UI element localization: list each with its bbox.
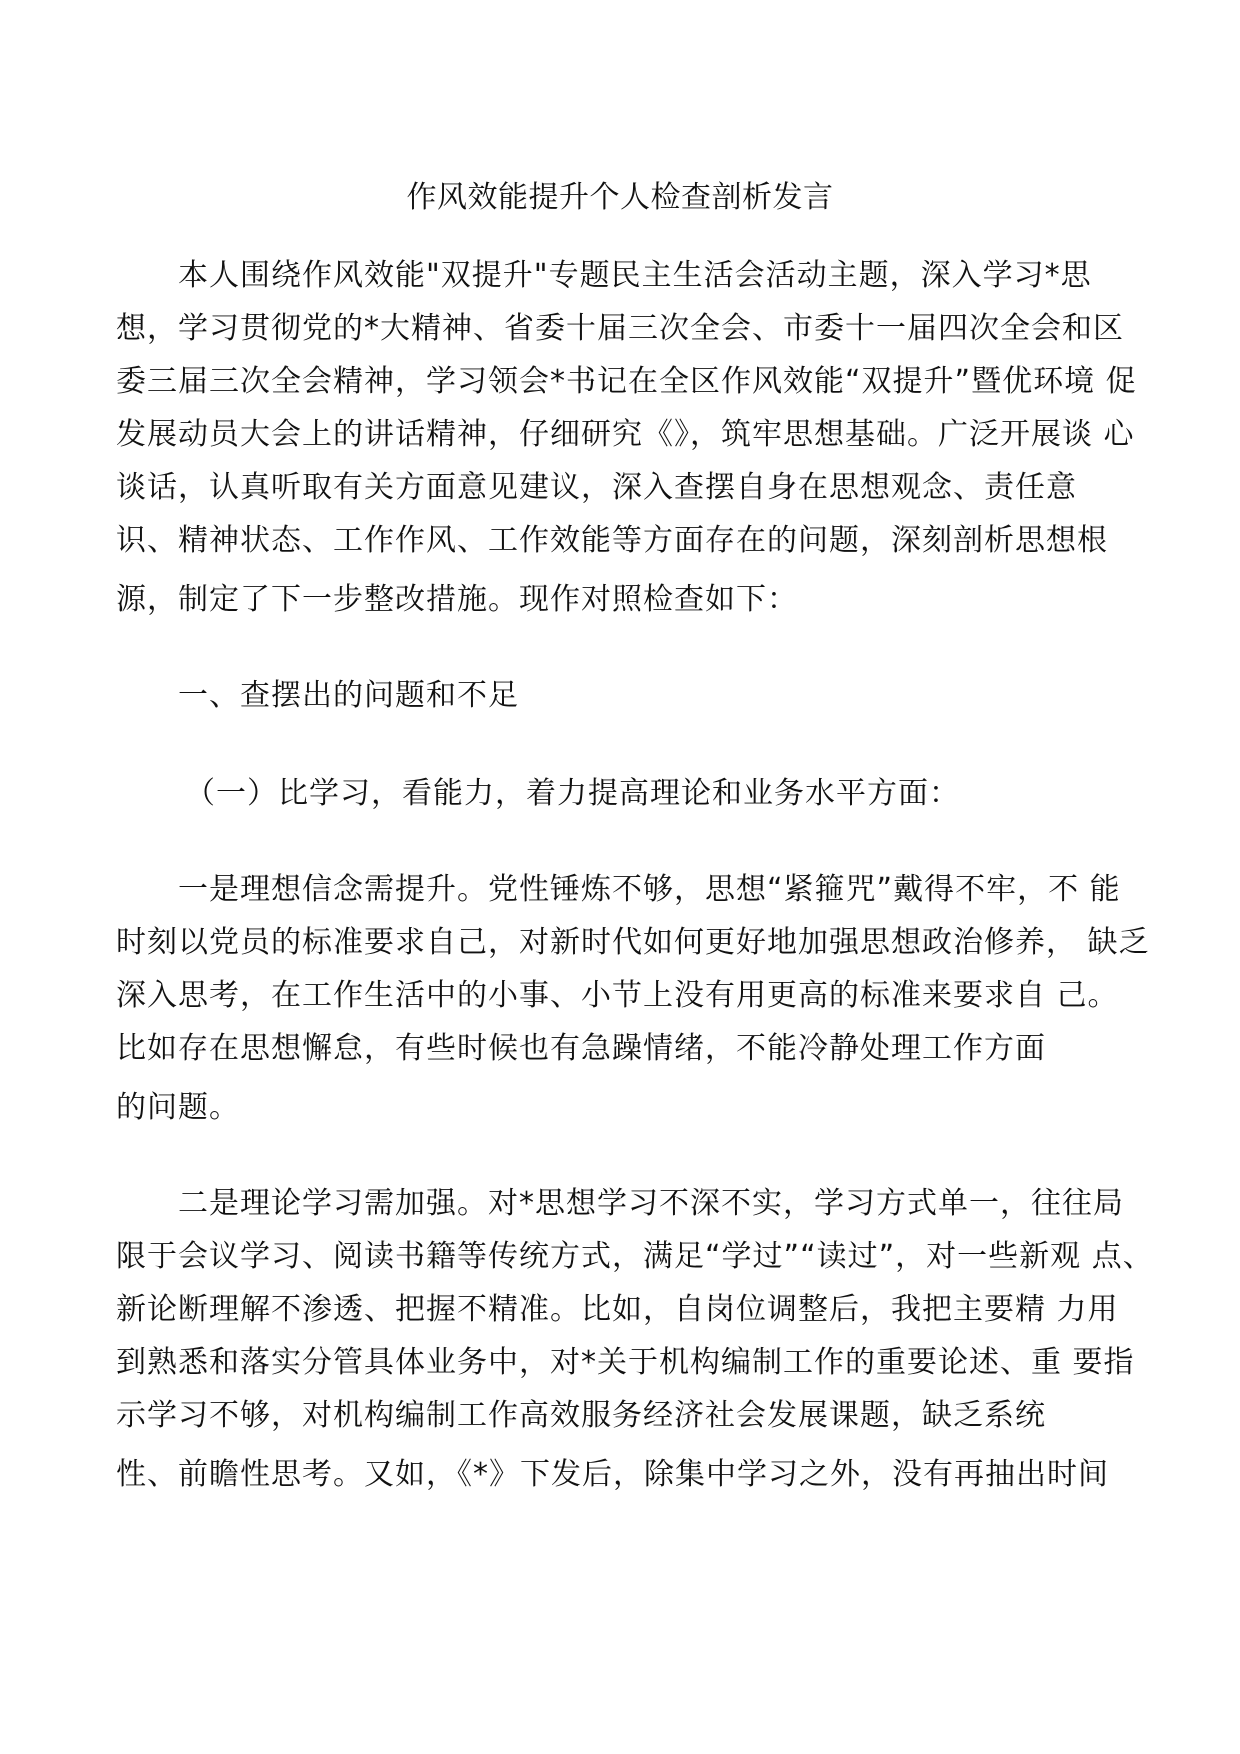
paragraph-line: 到熟悉和落实分管具体业务中，对*关于机构编制工作的重要论述、重 要指 xyxy=(116,1345,1135,1380)
document-title: 作风效能提升个人检查剖析发言 xyxy=(406,180,834,215)
paragraph-line: 新论断理解不渗透、把握不精准。比如，自岗位调整后，我把主要精 力用 xyxy=(116,1292,1119,1327)
paragraph-line: 一是理想信念需提升。党性锤炼不够，思想“紧箍咒”戴得不牢，不 能 xyxy=(178,872,1121,907)
paragraph-line: 深入思考，在工作生活中的小事、小节上没有用更高的标准来要求自 己。 xyxy=(116,978,1119,1013)
paragraph-line: 比如存在思想懈怠，有些时候也有急躁情绪，不能冷静处理工作方面 xyxy=(116,1031,1046,1066)
subsection-heading: （一）比学习，看能力，着力提高理论和业务水平方面： xyxy=(185,776,960,811)
paragraph-line: 示学习不够，对机构编制工作高效服务经济社会发展课题，缺乏系统 xyxy=(116,1398,1046,1433)
paragraph-line: 识、精神状态、工作作风、工作效能等方面存在的问题，深刻剖析思想根 xyxy=(116,523,1108,558)
paragraph-line: 发展动员大会上的讲话精神，仔细研究《》，筑牢思想基础。广泛开展谈 心 xyxy=(116,417,1135,452)
paragraph-line: 本人围绕作风效能"双提升"专题民主生活会活动主题，深入学习*思 xyxy=(178,258,1092,293)
paragraph-line: 想，学习贯彻党的*大精神、省委十届三次全会、市委十一届四次全会和区 xyxy=(116,311,1124,346)
paragraph-line: 的问题。 xyxy=(116,1090,240,1125)
paragraph-line: 源，制定了下一步整改措施。现作对照检查如下： xyxy=(116,582,798,617)
paragraph-line: 委三届三次全会精神，学习领会*书记在全区作风效能“双提升”暨优环境 促 xyxy=(116,364,1137,399)
paragraph-line: 限于会议学习、阅读书籍等传统方式，满足“学过”“读过”，对一些新观 点、 xyxy=(116,1239,1154,1274)
paragraph-line: 二是理论学习需加强。对*思想学习不深不实，学习方式单一，往往局 xyxy=(178,1186,1124,1221)
paragraph-line: 性、前瞻性思考。又如，《*》下发后，除集中学习之外，没有再抽出时间 xyxy=(116,1457,1109,1492)
section-heading: 一、查摆出的问题和不足 xyxy=(178,678,519,713)
paragraph-line: 时刻以党员的标准要求自己，对新时代如何更好地加强思想政治修养， 缺乏 xyxy=(116,925,1150,960)
paragraph-line: 谈话，认真听取有关方面意见建议，深入查摆自身在思想观念、责任意 xyxy=(116,470,1077,505)
